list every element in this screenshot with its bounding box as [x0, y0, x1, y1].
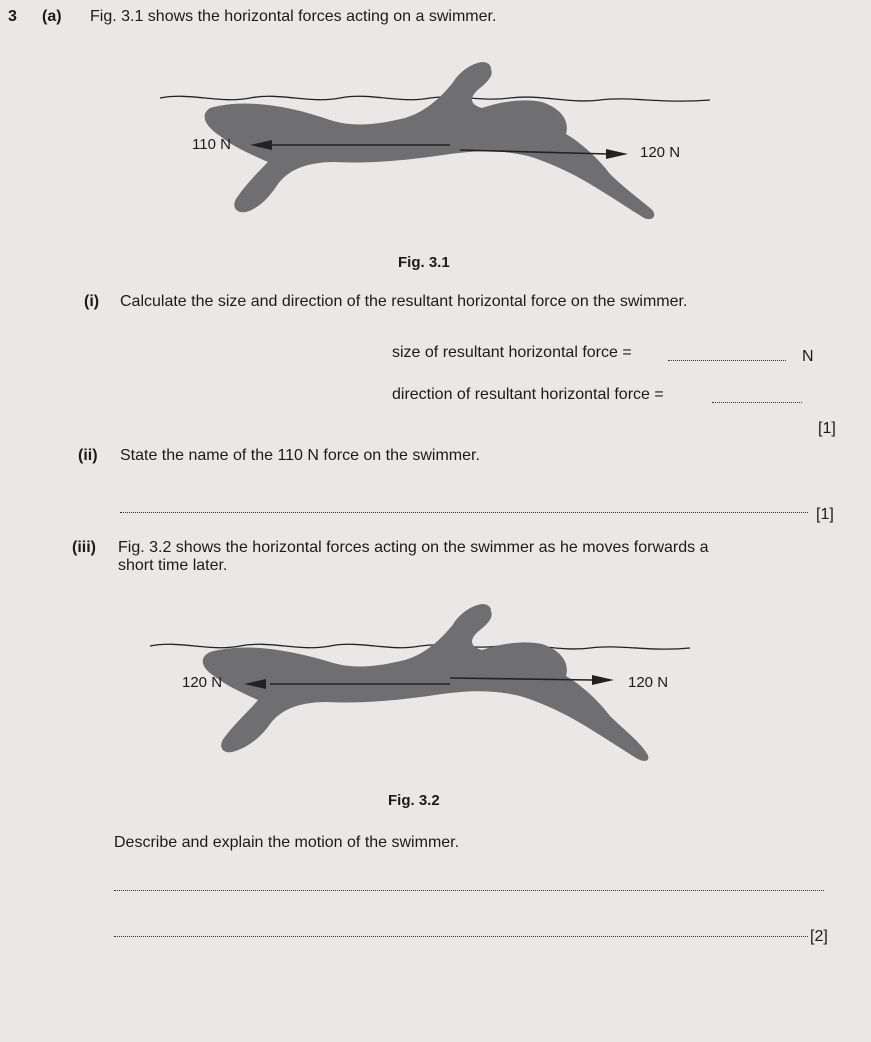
describe-text: Describe and explain the motion of the swimmer.	[114, 834, 460, 851]
question-intro: Fig. 3.1 shows the horizontal forces acting on a swimmer.	[90, 8, 497, 25]
size-answer-line[interactable]	[668, 360, 786, 361]
fig1-caption: Fig. 3.1	[398, 254, 450, 271]
swimmer-silhouette	[205, 65, 655, 219]
part-iii-label: (iii)	[72, 539, 96, 556]
part-ii-label: (ii)	[78, 447, 98, 464]
part-iii-text-1: Fig. 3.2 shows the horizontal forces acting on the swimmer as he moves forwards a	[118, 539, 709, 556]
describe-answer-line-2[interactable]	[114, 936, 808, 937]
part-iii-text-2: short time later.	[118, 557, 228, 574]
water-surface-line	[160, 96, 710, 101]
part-i-text: Calculate the size and direction of the resultant horizontal force on the swimmer.	[120, 293, 688, 310]
part-ii-marks: [1]	[816, 506, 834, 523]
part-i-label: (i)	[84, 293, 100, 310]
fig2-right-force-label: 120 N	[628, 674, 669, 691]
direction-answer-line[interactable]	[712, 402, 802, 403]
part-ii-answer-line[interactable]	[120, 512, 808, 513]
part-i-marks: [1]	[818, 420, 836, 437]
direction-prompt: direction of resultant horizontal force =	[392, 386, 664, 403]
arrow-right-head	[606, 149, 628, 159]
describe-marks: [2]	[810, 928, 828, 945]
size-unit: N	[802, 348, 814, 365]
fig2-left-force-label: 120 N	[182, 674, 223, 691]
fig1-left-force-label: 110 N	[192, 136, 231, 153]
describe-answer-line-1[interactable]	[114, 890, 824, 891]
size-prompt: size of resultant horizontal force =	[392, 344, 632, 361]
fig1-right-force-label: 120 N	[640, 144, 681, 161]
question-number: 3	[8, 8, 17, 25]
arrow-right-head	[592, 675, 614, 685]
part-ii-text: State the name of the 110 N force on the swimmer.	[120, 447, 480, 464]
part-a-label: (a)	[42, 8, 62, 25]
fig2-caption: Fig. 3.2	[388, 792, 440, 809]
